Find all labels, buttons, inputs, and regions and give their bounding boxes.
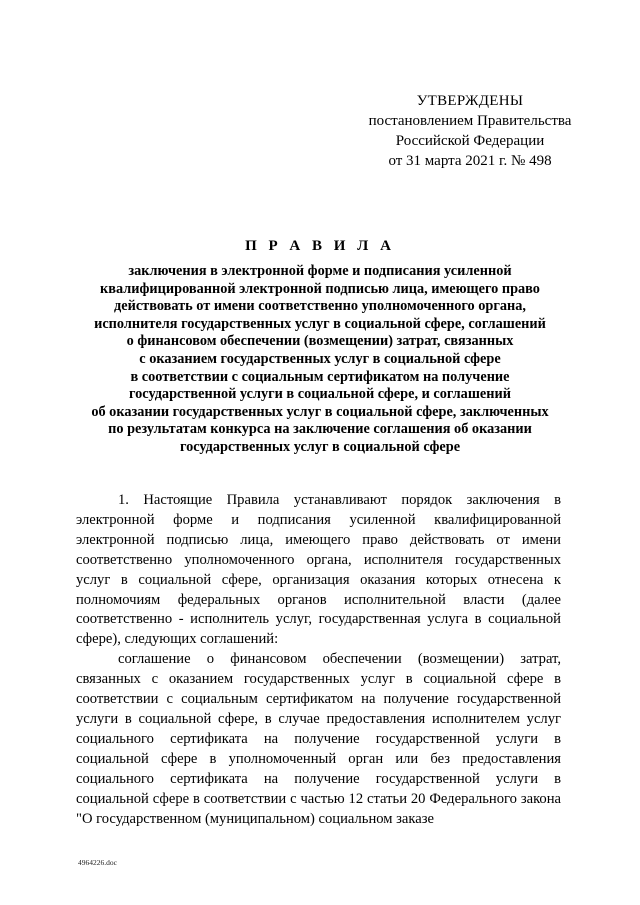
subtitle-line: об оказании государственных услуг в социальной сфере, заключенных bbox=[91, 403, 549, 420]
approval-stamp bbox=[330, 91, 610, 171]
document-subtitle bbox=[60, 263, 580, 457]
approval-line-1: постановлением Правительства bbox=[368, 113, 572, 129]
document-body bbox=[76, 491, 561, 829]
subtitle-line: в соответствии с социальным сертификатом на получение bbox=[130, 368, 510, 385]
body-paragraph: 1. Настоящие Правила устанавливают порядок заключения в электронной форме и подписания усиленной квалифицированной электронной подписью лица, имеющего право действовать от имени соответственно уполномоченного органа, исполнителя государственных услуг в социальной сфере, организация оказания которых отнесена к полномочиям федеральных органов исполнительной власти (далее соответственно - исполнитель услуг, государственная услуга в социальной сфере), следующих соглашений: bbox=[76, 492, 561, 648]
subtitle-line: с оказанием государственных услуг в социальной сфере bbox=[139, 350, 501, 367]
document-title: П Р А В И Л А bbox=[245, 238, 395, 254]
approval-line-3: от 31 марта 2021 г. № 498 bbox=[388, 153, 552, 169]
subtitle-line: государственных услуг в социальной сфере bbox=[179, 438, 461, 455]
subtitle-line: о финансовом обеспечении (возмещении) затрат, связанных bbox=[126, 333, 514, 350]
approval-line-2: Российской Федерации bbox=[395, 133, 545, 149]
subtitle-line: действовать от имени соответственно уполномоченного органа, bbox=[114, 298, 526, 315]
subtitle-line: квалифицированной электронной подписью лица, имеющего право bbox=[100, 280, 540, 297]
document-file-code: 4964226.doc bbox=[78, 858, 117, 867]
subtitle-line: заключения в электронной форме и подписания усиленной bbox=[128, 263, 512, 279]
subtitle-line: исполнителя государственных услуг в социальной сфере, соглашений bbox=[94, 315, 546, 332]
subtitle-line: по результатам конкурса на заключение соглашения об оказании bbox=[108, 421, 532, 438]
body-paragraph: соглашение о финансовом обеспечении (возмещении) затрат, связанных с оказанием государственных услуг в социальной сфере в соответствии с социальным сертификатом на получение государственной услуги в социальной сфере, в случае предоставления исполнителем услуг социального сертификата на получение государственной услуги в социальной сфере в уполномоченный орган или без предоставления социального сертификата на получение государственной услуги в социальной сфере в соответствии с частью 12 статьи 20 Федерального закона "О государственном (муниципальном) социальном заказе bbox=[76, 651, 561, 827]
subtitle-line: государственной услуги в социальной сфере, и соглашений bbox=[129, 386, 511, 403]
approval-title: УТВЕРЖДЕНЫ bbox=[416, 93, 524, 109]
